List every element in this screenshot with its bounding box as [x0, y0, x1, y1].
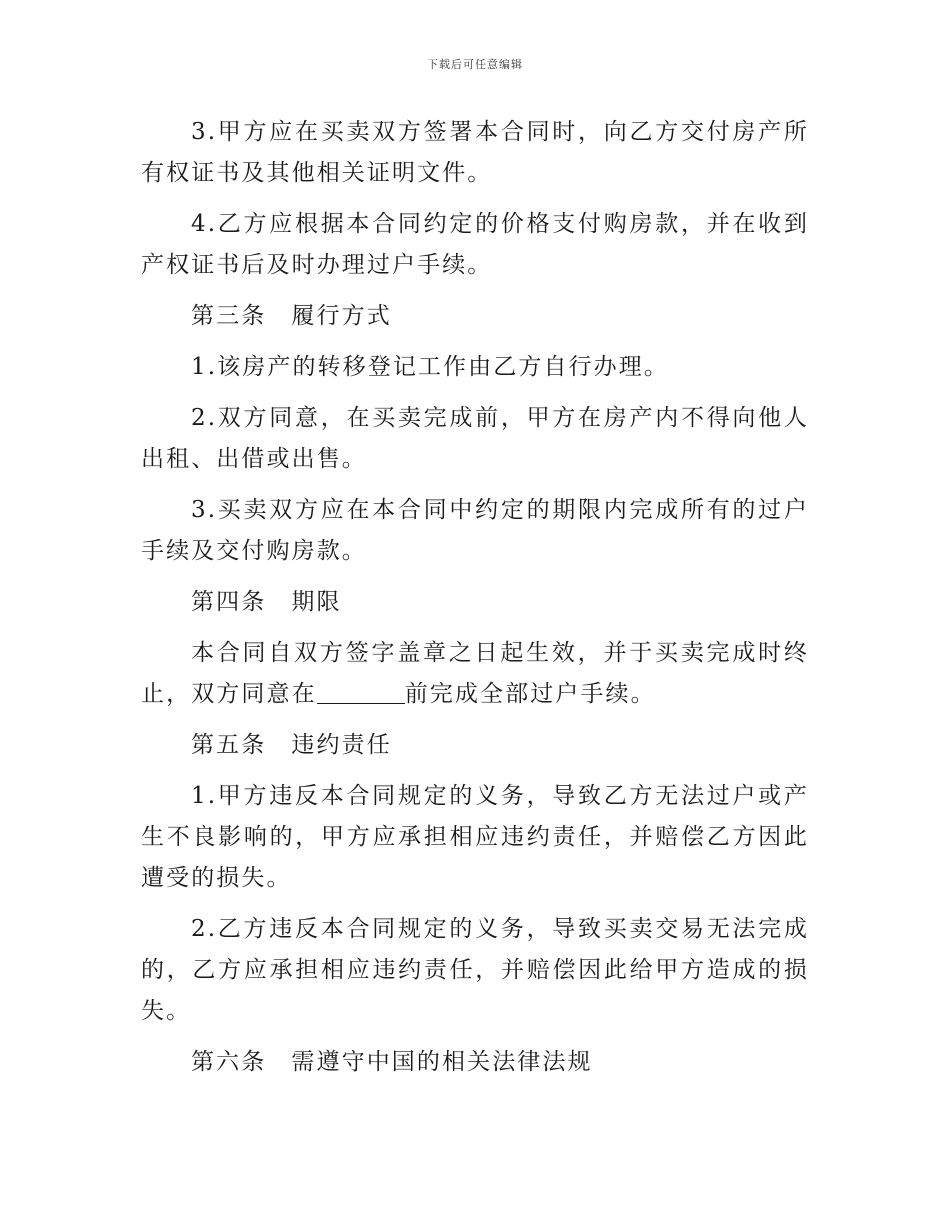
contract-body	[141, 112, 809, 1093]
date-blank-line	[317, 677, 405, 704]
paragraph-transfer-registration: 1.该房产的转移登记工作由乙方自行办理。	[191, 354, 669, 380]
paragraph-deliver-certificate: 3.甲方应在买卖双方签署本合同时，向乙方交付房产所有权证书及其他相关证明文件。	[141, 119, 809, 186]
paragraph-party-b-breach: 2.乙方违反本合同规定的义务，导致买卖交易无法完成的，乙方应承担相应违约责任，并赔偿因此给甲方造成的损失。	[141, 916, 809, 1024]
article-3-heading: 第三条 履行方式	[191, 303, 392, 329]
article-6-heading: 第六条 需遵守中国的相关法律法规	[191, 1049, 593, 1075]
paragraph-party-a-breach: 1.甲方违反本合同规定的义务，导致乙方无法过户或产生不良影响的，甲方应承担相应违约责任，并赔偿乙方因此遭受的损失。	[141, 783, 809, 891]
article-5-heading: 第五条 违约责任	[191, 732, 392, 758]
term-text-after: 前完成全部过户手续。	[404, 681, 656, 707]
term-text-before: 本合同自双方签字盖章之日起生效，并于买卖完成时终止，双方同意在	[141, 640, 809, 707]
paragraph-pay-price: 4.乙方应根据本合同约定的价格支付购房款，并在收到产权证书后及时办理过户手续。	[141, 211, 809, 278]
paragraph-term	[141, 633, 809, 715]
paragraph-complete-transfer: 3.买卖双方应在本合同中约定的期限内完成所有的过户手续及交付购房款。	[141, 497, 809, 564]
article-4-heading: 第四条 期限	[191, 589, 342, 615]
page-header: 下载后可任意编辑	[427, 58, 523, 71]
paragraph-no-rent-lend-sell: 2.双方同意，在买卖完成前，甲方在房产内不得向他人出租、出借或出售。	[141, 405, 809, 472]
